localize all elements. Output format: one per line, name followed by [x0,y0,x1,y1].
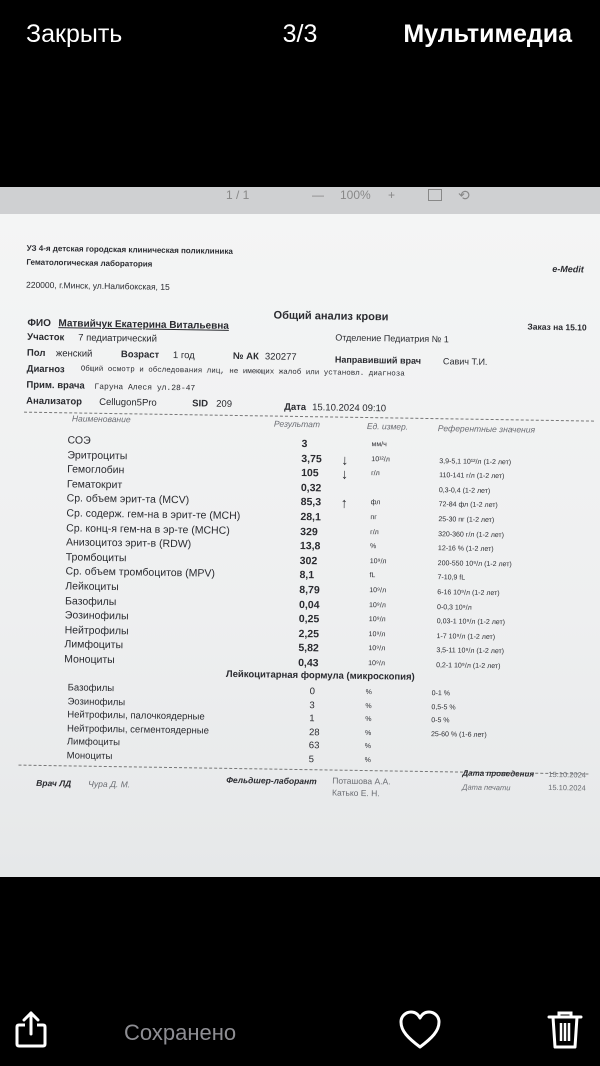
viewer-pages: 1 / 1 [226,188,250,202]
result-ref: 25-30 пг (1-2 лет) [438,516,495,525]
rotate-icon: ⟲ [458,187,470,203]
result-unit: г/л [371,470,380,478]
result-value: 3 [301,438,308,451]
result-name: Ср. объем эрит-та (MCV) [66,492,190,507]
result-unit: 10⁹/л [368,660,386,668]
result-unit: мм/ч [371,441,387,449]
saved-status: Сохранено [124,1020,237,1045]
formula-ref: 0-5 % [431,717,450,725]
result-value: 13,8 [299,540,321,553]
result-ref: 0,3-0,4 (1-2 лет) [438,486,491,495]
result-value: 105 [301,467,319,480]
patient-name: Матвийчук Екатерина Витальевна [58,318,229,332]
formula-value: 5 [308,754,314,766]
district: 7 педиатрический [78,332,158,345]
result-name: Ср. конц-я гем-на в эр-те (MCHC) [66,521,230,537]
address: 220000, г.Минск, ул.Налибокская, 15 [25,279,170,292]
result-unit: фл [370,499,381,507]
result-value: 0,32 [300,481,322,495]
formula-name: Нейтрофилы, палочкоядерные [67,709,205,723]
result-value: 0,04 [298,598,320,611]
result-unit: fL [369,572,376,580]
sid-label: SID [192,398,209,410]
doctor-label: Врач ЛД [36,777,72,789]
result-name: Тромбоциты [65,551,127,565]
result-ref: 1-7 10⁹/л (1-2 лет) [436,632,496,641]
ref-doctor-label: Направивший врач [334,354,422,366]
close-button[interactable]: Закрыть [26,20,123,48]
result-ref: 6-16 10⁹/л (1-2 лет) [437,589,500,598]
formula-value: 1 [309,713,315,725]
fit-page-icon [428,189,442,201]
fio-label: ФИО [27,317,52,330]
arrow-up-icon: ↑ [340,495,348,512]
formula-unit: % [364,743,372,751]
result-unit: 10⁹/л [368,645,386,653]
report-title: Общий анализ крови [273,309,389,324]
result-unit: 10¹²/л [371,455,390,463]
result-unit: 10⁹/л [368,630,386,639]
result-name: Гематокрит [66,478,123,491]
formula-unit: % [365,716,372,724]
formula-title: Лейкоцитарная формула (микроскопия) [225,668,415,683]
viewer-plus: + [388,188,396,202]
result-value: 0,25 [298,613,320,626]
result-name: Гемоглобин [67,463,125,477]
result-name: Ср. содерж. гем-на в эрит-те (MCH) [66,507,241,523]
result-ref: 0,2-1 10⁹/л (1-2 лет) [436,662,501,671]
result-name: Базофилы [64,594,117,608]
result-value: 329 [300,525,318,538]
result-unit: 10⁹/л [368,601,386,609]
ak-number: 320277 [264,351,297,363]
result-ref: 7-10,9 fL [437,574,466,582]
bottom-bar [0,990,600,1066]
print-label: Дата печати [462,782,511,793]
district-label: Участок [27,331,65,344]
result-ref: 200-550 10⁹/л (1-2 лет) [437,559,512,569]
result-name: Лимфоциты [64,638,124,652]
lab-label: Фельдшер-лаборант [226,774,317,787]
col-unit-header: Ед. измер. [366,421,409,432]
lab-name2: Катько Е. Н. [332,787,380,799]
age: 1 год [172,349,195,362]
analyzer-label: Анализатор [26,395,83,408]
media-title: Мультимедиа [403,20,572,48]
result-unit: г/л [370,528,379,536]
result-ref: 12-16 % (1-2 лет) [437,545,494,554]
result-unit: % [369,543,377,551]
formula-ref: 0,5-5 % [431,703,456,712]
result-value: 302 [299,554,318,568]
formula-value: 63 [308,740,320,752]
formula-value: 0 [309,686,316,698]
formula-unit: % [365,689,372,697]
result-name: Эозинофилы [64,609,129,623]
formula-unit: % [365,702,372,710]
viewer-minus: — [312,188,324,202]
age-label: Возраст [120,349,160,361]
formula-name: Базофилы [67,682,115,695]
sex: женский [55,348,93,360]
viewer-zoom: 100% [340,188,371,202]
org-line2: Гематологическая лаборатория [26,257,153,269]
date-label: Дата [284,401,307,414]
date: 15.10.2024 09:10 [312,402,387,415]
ref-doctor: Савич Т.И. [442,356,488,367]
print-date: 15.10.2024 [548,782,586,793]
result-ref: 110-141 г/л (1-2 лет) [439,472,505,481]
top-bar [0,0,600,75]
col-name-header: Наименование [71,413,131,425]
result-unit: 10⁹/л [369,587,387,595]
result-name: Ср. объем тромбоцитов (MPV) [65,565,216,581]
analyzer: Cellugon5Pro [99,396,157,409]
formula-name: Эозинофилы [67,695,126,708]
formula-value: 28 [308,726,320,739]
result-value: 0,43 [298,656,319,670]
done-date: 15.10.2024 [548,769,587,780]
result-unit: 10⁹/л [368,616,386,624]
arrow-down-icon: ↓ [341,451,349,468]
formula-ref: 0-1 % [431,690,451,698]
result-ref: 320-360 г/л (1-2 лет) [438,530,505,539]
result-value: 28,1 [300,511,321,524]
formula-name: Лимфоциты [66,736,121,749]
col-ref-header: Референтные значения [437,423,536,435]
formula-unit: % [364,729,372,737]
result-name: Анизоцитоз эрит-в (RDW) [65,536,192,551]
doctor-note-label: Прим. врача [26,379,85,392]
heart-icon[interactable] [398,1010,442,1050]
doctor-note: Гаруна Алеся ул.28-47 [94,382,196,394]
result-name: Нейтрофилы [64,624,129,638]
ak-label: № АК [232,350,259,363]
diagnosis-label: Диагноз [26,363,65,376]
sid: 209 [216,398,233,410]
share-icon[interactable] [14,1010,48,1048]
result-name: Эритроциты [67,448,128,462]
result-ref: 0,03-1 10⁹/л (1-2 лет) [436,618,506,627]
formula-ref: 25-60 % (1-6 лет) [430,730,487,739]
lab-name: Поташова А.А. [332,775,391,787]
org-line1: УЗ 4-я детская городская клиническая поликлиника [26,243,233,256]
result-unit: 10⁹/л [369,557,387,566]
diagnosis: Общий осмотр и обследования лиц, не имеющих жалоб или установл. диагноза [80,365,405,379]
arrow-down-icon: ↓ [340,465,349,482]
col-result-header: Результат [273,418,321,430]
done-label: Дата проведения [462,768,535,779]
formula-value: 3 [309,699,315,711]
trash-icon[interactable] [546,1010,584,1050]
doctor-name: Чура Д. М. [88,778,131,790]
result-ref: 0-0,3 10⁹/л [436,603,472,612]
order-label: Заказ на 15.10 [527,321,587,333]
result-value: 3,75 [301,452,322,465]
result-ref: 3,9-5,1 10¹²/л (1-2 лет) [439,457,512,466]
formula-unit: % [364,757,371,765]
brand: e-Medit [552,263,584,275]
department: Отделение Педиатрия № 1 [335,332,449,345]
result-value: 5,82 [298,642,319,655]
result-value: 2,25 [298,627,320,641]
formula-name: Моноциты [66,750,113,763]
result-value: 85,3 [300,496,322,509]
result-value: 8,1 [299,569,315,582]
formula-name: Нейтрофилы, сегментоядерные [66,723,209,737]
photo-counter: 3/3 [282,20,318,48]
sex-label: Пол [26,347,46,359]
result-name: Лейкоциты [65,580,119,594]
result-name: Моноциты [64,653,115,667]
result-ref: 72-84 фл (1-2 лет) [438,501,498,510]
result-value: 8,79 [299,583,320,597]
result-name: СОЭ [67,434,91,447]
photo-view[interactable] [0,187,600,877]
lab-report-document [0,214,600,877]
result-unit: пг [370,514,377,522]
result-ref: 3,5-11 10⁹/л (1-2 лет) [436,647,505,656]
